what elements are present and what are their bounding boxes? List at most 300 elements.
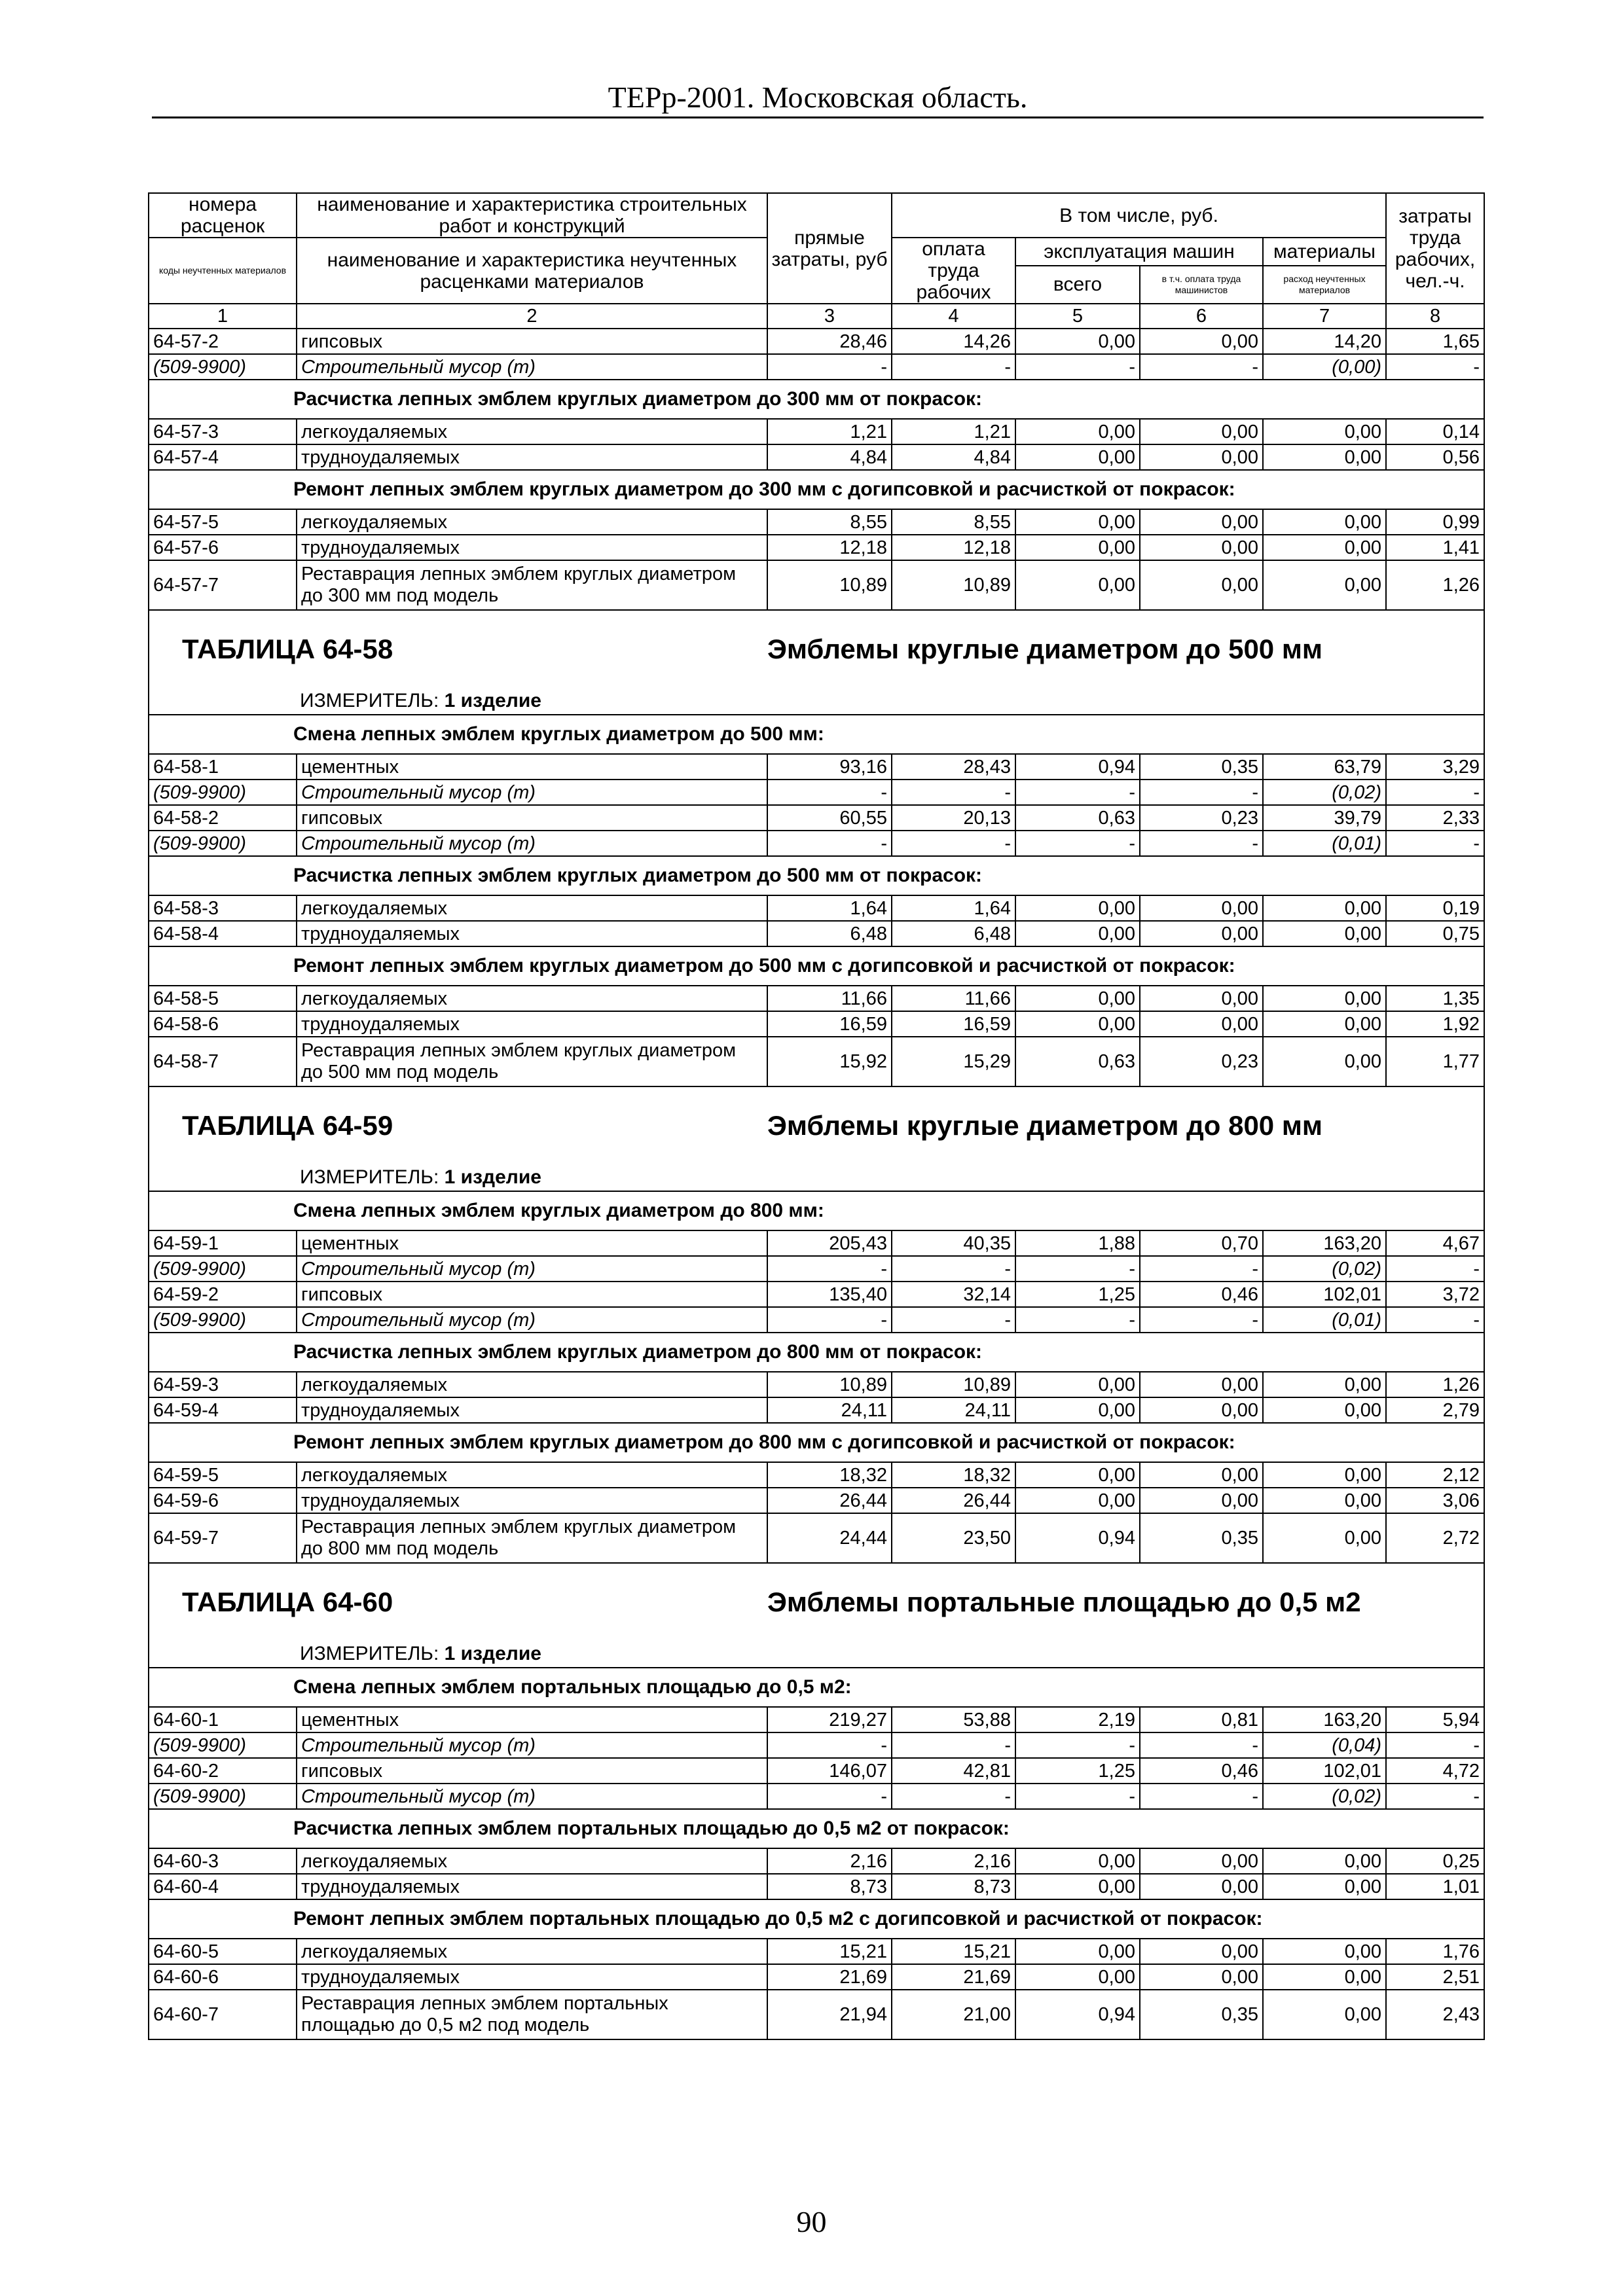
value-cell: 0,23 — [1140, 805, 1263, 831]
value-cell: 1,77 — [1386, 1037, 1484, 1086]
value-cell: 6,48 — [892, 921, 1015, 946]
rate-name: трудноудаляемых — [297, 535, 767, 560]
value-cell: - — [767, 1732, 892, 1758]
rate-code: (509-9900) — [149, 1732, 297, 1758]
rate-code: 64-57-6 — [149, 535, 297, 560]
value-cell: 10,89 — [767, 560, 892, 610]
value-cell: 102,01 — [1263, 1758, 1386, 1784]
value-cell: 21,69 — [767, 1964, 892, 1990]
value-cell: 40,35 — [892, 1230, 1015, 1256]
value-cell: 0,00 — [1140, 895, 1263, 921]
value-cell: 0,00 — [1015, 1874, 1140, 1899]
rate-code: 64-60-6 — [149, 1964, 297, 1990]
value-cell: (0,00) — [1263, 354, 1386, 380]
section-title: Расчистка лепных эмблем круглых диаметром до 300 мм от покрасок: — [149, 380, 1484, 419]
rate-code: 64-59-5 — [149, 1462, 297, 1488]
section-title: Ремонт лепных эмблем круглых диаметром до 300 мм с догипсовкой и расчисткой от покрасок: — [149, 470, 1484, 509]
table-title: Эмблемы круглые диаметром до 800 мм — [767, 1086, 1484, 1164]
value-cell: 0,19 — [1386, 895, 1484, 921]
section-row — [149, 715, 1484, 754]
value-cell: (0,02) — [1263, 1784, 1386, 1809]
rate-code: 64-60-3 — [149, 1848, 297, 1874]
table-row — [149, 419, 1484, 444]
value-cell: 14,20 — [1263, 329, 1386, 354]
value-cell: - — [892, 1256, 1015, 1282]
section-row — [149, 1809, 1484, 1848]
table-row — [149, 1964, 1484, 1990]
value-cell: 0,00 — [1263, 1848, 1386, 1874]
value-cell: - — [1140, 780, 1263, 805]
value-cell: 0,00 — [1140, 1488, 1263, 1513]
value-cell: - — [1140, 831, 1263, 856]
value-cell: - — [1386, 1784, 1484, 1809]
value-cell: - — [1015, 1732, 1140, 1758]
table-row — [149, 1513, 1484, 1563]
table-row — [149, 921, 1484, 946]
rate-code: 64-58-5 — [149, 986, 297, 1011]
value-cell: 4,84 — [892, 444, 1015, 470]
table-row — [149, 986, 1484, 1011]
value-cell: 8,55 — [767, 509, 892, 535]
col-num: 4 — [892, 304, 1015, 329]
value-cell: 0,00 — [1015, 509, 1140, 535]
section-row — [149, 380, 1484, 419]
rate-name: легкоудаляемых — [297, 419, 767, 444]
col-name-subheader: наименование и характеристика неучтенных расценками материалов — [297, 238, 767, 304]
value-cell: 0,00 — [1263, 1488, 1386, 1513]
value-cell: 1,25 — [1015, 1282, 1140, 1307]
value-cell: 0,14 — [1386, 419, 1484, 444]
rate-name: легкоудаляемых — [297, 1372, 767, 1397]
table-title: Эмблемы круглые диаметром до 500 мм — [767, 610, 1484, 688]
value-cell: - — [892, 354, 1015, 380]
col-code-subheader: коды неучтенных материалов — [149, 238, 297, 304]
col-machines-header: эксплуатация машин — [1015, 238, 1263, 266]
value-cell: 0,00 — [1263, 1964, 1386, 1990]
value-cell: 24,44 — [767, 1513, 892, 1563]
value-cell: - — [767, 1256, 892, 1282]
rate-name: трудноудаляемых — [297, 1488, 767, 1513]
table-row — [149, 444, 1484, 470]
value-cell: 1,25 — [1015, 1758, 1140, 1784]
value-cell: 0,00 — [1140, 1964, 1263, 1990]
table-row — [149, 1939, 1484, 1964]
value-cell: 21,00 — [892, 1990, 1015, 2039]
rate-name: легкоудаляемых — [297, 895, 767, 921]
value-cell: 0,63 — [1015, 1037, 1140, 1086]
value-cell: 28,46 — [767, 329, 892, 354]
value-cell: 26,44 — [892, 1488, 1015, 1513]
value-cell: 8,73 — [767, 1874, 892, 1899]
section-row — [149, 856, 1484, 895]
measure-value: 1 изделие — [444, 1166, 541, 1188]
value-cell: - — [892, 831, 1015, 856]
value-cell: 26,44 — [767, 1488, 892, 1513]
value-cell: 23,50 — [892, 1513, 1015, 1563]
value-cell: 0,00 — [1015, 1011, 1140, 1037]
value-cell: 1,26 — [1386, 1372, 1484, 1397]
header-row-1 — [149, 193, 1484, 238]
value-cell: 16,59 — [767, 1011, 892, 1037]
value-cell: 2,16 — [892, 1848, 1015, 1874]
value-cell: - — [1140, 1307, 1263, 1333]
value-cell: 24,11 — [767, 1397, 892, 1423]
measure-value: 1 изделие — [444, 1643, 541, 1664]
value-cell: 1,92 — [1386, 1011, 1484, 1037]
value-cell: 18,32 — [767, 1462, 892, 1488]
measure-line — [149, 1164, 1484, 1191]
rate-code: 64-58-4 — [149, 921, 297, 946]
value-cell: 0,00 — [1140, 329, 1263, 354]
section-row — [149, 1191, 1484, 1230]
measure-row — [149, 1164, 1484, 1191]
value-cell: 0,00 — [1263, 1990, 1386, 2039]
material-row — [149, 1784, 1484, 1809]
value-cell: 32,14 — [892, 1282, 1015, 1307]
value-cell: 0,00 — [1015, 921, 1140, 946]
value-cell: - — [1015, 780, 1140, 805]
value-cell: 2,43 — [1386, 1990, 1484, 2039]
measure-row — [149, 1641, 1484, 1668]
col-name-header: наименование и характеристика строительных работ и конструкций — [297, 193, 767, 238]
value-cell: 6,48 — [767, 921, 892, 946]
rate-name: трудноудаляемых — [297, 1874, 767, 1899]
value-cell: 14,26 — [892, 329, 1015, 354]
value-cell: - — [1386, 831, 1484, 856]
table-id: ТАБЛИЦА 64-60 — [149, 1563, 767, 1641]
measure-label: ИЗМЕРИТЕЛЬ: — [300, 1166, 439, 1188]
col-pay-header: оплата труда рабочих — [892, 238, 1015, 304]
value-cell: 0,35 — [1140, 1513, 1263, 1563]
col-num: 1 — [149, 304, 297, 329]
value-cell: 0,46 — [1140, 1282, 1263, 1307]
col-code-header: номера расценок — [149, 193, 297, 238]
measure-label: ИЗМЕРИТЕЛЬ: — [300, 690, 439, 711]
rate-code: 64-60-2 — [149, 1758, 297, 1784]
rate-name: Строительный мусор (т) — [297, 1732, 767, 1758]
value-cell: 0,00 — [1140, 1939, 1263, 1964]
rate-code: (509-9900) — [149, 354, 297, 380]
value-cell: 0,00 — [1015, 444, 1140, 470]
section-row — [149, 470, 1484, 509]
rate-code: 64-59-4 — [149, 1397, 297, 1423]
value-cell: 0,00 — [1140, 1874, 1263, 1899]
value-cell: 20,13 — [892, 805, 1015, 831]
value-cell: 63,79 — [1263, 754, 1386, 780]
value-cell: - — [767, 831, 892, 856]
value-cell: 219,27 — [767, 1707, 892, 1732]
value-cell: 0,00 — [1140, 1397, 1263, 1423]
col-incl-header: В том числе, руб. — [892, 193, 1386, 238]
value-cell: 5,94 — [1386, 1707, 1484, 1732]
material-row — [149, 780, 1484, 805]
value-cell: 15,21 — [892, 1939, 1015, 1964]
value-cell: 0,00 — [1140, 1011, 1263, 1037]
rate-name: легкоудаляемых — [297, 1848, 767, 1874]
value-cell: 16,59 — [892, 1011, 1015, 1037]
rate-name: Строительный мусор (т) — [297, 831, 767, 856]
rate-name: Строительный мусор (т) — [297, 1256, 767, 1282]
value-cell: - — [892, 780, 1015, 805]
value-cell: 1,35 — [1386, 986, 1484, 1011]
measure-label: ИЗМЕРИТЕЛЬ: — [300, 1643, 439, 1664]
rate-name: Реставрация лепных эмблем круглых диаметром до 500 мм под модель — [297, 1037, 767, 1086]
value-cell: 0,00 — [1140, 1848, 1263, 1874]
section-row — [149, 1333, 1484, 1372]
value-cell: 0,00 — [1015, 1488, 1140, 1513]
value-cell: 2,12 — [1386, 1462, 1484, 1488]
section-title: Смена лепных эмблем круглых диаметром до 800 мм: — [149, 1191, 1484, 1230]
value-cell: 0,00 — [1015, 419, 1140, 444]
rate-code: 64-60-4 — [149, 1874, 297, 1899]
value-cell: - — [1015, 1307, 1140, 1333]
value-cell: - — [767, 354, 892, 380]
value-cell: 10,89 — [767, 1372, 892, 1397]
value-cell: - — [892, 1784, 1015, 1809]
rate-name: трудноудаляемых — [297, 921, 767, 946]
value-cell: 0,00 — [1263, 444, 1386, 470]
value-cell: 0,56 — [1386, 444, 1484, 470]
value-cell: - — [1386, 1307, 1484, 1333]
value-cell: - — [1140, 354, 1263, 380]
value-cell: (0,01) — [1263, 831, 1386, 856]
rate-name: трудноудаляемых — [297, 1397, 767, 1423]
value-cell: (0,02) — [1263, 1256, 1386, 1282]
col-num: 6 — [1140, 304, 1263, 329]
value-cell: 205,43 — [767, 1230, 892, 1256]
value-cell: 10,89 — [892, 1372, 1015, 1397]
column-numbers-row — [149, 304, 1484, 329]
value-cell: 0,00 — [1140, 1462, 1263, 1488]
value-cell: 0,00 — [1140, 560, 1263, 610]
rate-code: 64-59-6 — [149, 1488, 297, 1513]
value-cell: 1,21 — [892, 419, 1015, 444]
value-cell: 93,16 — [767, 754, 892, 780]
value-cell: 24,11 — [892, 1397, 1015, 1423]
table-row — [149, 1462, 1484, 1488]
value-cell: 0,00 — [1263, 509, 1386, 535]
value-cell: 1,64 — [767, 895, 892, 921]
rate-code: 64-60-5 — [149, 1939, 297, 1964]
table-heading-row — [149, 1563, 1484, 1641]
rate-code: 64-58-3 — [149, 895, 297, 921]
value-cell: 4,67 — [1386, 1230, 1484, 1256]
material-row — [149, 354, 1484, 380]
value-cell: 0,00 — [1263, 560, 1386, 610]
value-cell: 0,00 — [1263, 1939, 1386, 1964]
table-heading-row — [149, 610, 1484, 688]
measure-line — [149, 1641, 1484, 1668]
rate-code: 64-58-6 — [149, 1011, 297, 1037]
value-cell: 0,00 — [1263, 419, 1386, 444]
value-cell: - — [767, 1784, 892, 1809]
value-cell: 0,00 — [1140, 1372, 1263, 1397]
section-row — [149, 946, 1484, 986]
value-cell: (0,04) — [1263, 1732, 1386, 1758]
section-row — [149, 1899, 1484, 1939]
value-cell: 11,66 — [767, 986, 892, 1011]
rate-code: 64-57-3 — [149, 419, 297, 444]
rate-code: 64-59-7 — [149, 1513, 297, 1563]
value-cell: 0,00 — [1015, 1462, 1140, 1488]
col-num: 3 — [767, 304, 892, 329]
value-cell: 0,23 — [1140, 1037, 1263, 1086]
value-cell: - — [1386, 1256, 1484, 1282]
value-cell: - — [1140, 1256, 1263, 1282]
col-mat-sub-header: расход неучтенных материалов — [1263, 266, 1386, 304]
value-cell: - — [1386, 780, 1484, 805]
value-cell: 0,00 — [1263, 1397, 1386, 1423]
section-title: Расчистка лепных эмблем круглых диаметром до 800 мм от покрасок: — [149, 1333, 1484, 1372]
value-cell: 15,29 — [892, 1037, 1015, 1086]
value-cell: 2,51 — [1386, 1964, 1484, 1990]
table-row — [149, 560, 1484, 610]
col-labor-header: затраты труда рабочих, чел.-ч. — [1386, 193, 1484, 304]
rate-name: легкоудаляемых — [297, 986, 767, 1011]
table-row — [149, 1011, 1484, 1037]
rate-code: 64-57-2 — [149, 329, 297, 354]
value-cell: 1,01 — [1386, 1874, 1484, 1899]
rate-name: гипсовых — [297, 1758, 767, 1784]
value-cell: - — [892, 1307, 1015, 1333]
value-cell: 0,46 — [1140, 1758, 1263, 1784]
rate-code: 64-59-3 — [149, 1372, 297, 1397]
value-cell: 0,00 — [1263, 1462, 1386, 1488]
section-title: Ремонт лепных эмблем портальных площадью до 0,5 м2 с догипсовкой и расчисткой от покрасок: — [149, 1899, 1484, 1939]
value-cell: 28,43 — [892, 754, 1015, 780]
section-title: Ремонт лепных эмблем круглых диаметром до 500 мм с догипсовкой и расчисткой от покрасок: — [149, 946, 1484, 986]
value-cell: 0,35 — [1140, 754, 1263, 780]
table-heading-row — [149, 1086, 1484, 1164]
rate-code: 64-60-1 — [149, 1707, 297, 1732]
value-cell: 4,84 — [767, 444, 892, 470]
value-cell: 0,00 — [1140, 419, 1263, 444]
rate-code: (509-9900) — [149, 831, 297, 856]
value-cell: 0,00 — [1015, 535, 1140, 560]
value-cell: 1,88 — [1015, 1230, 1140, 1256]
col-mach-pay-header: в т.ч. оплата труда машинистов — [1140, 266, 1263, 304]
col-direct-header: прямые затраты, руб — [767, 193, 892, 304]
col-num: 5 — [1015, 304, 1140, 329]
rate-name: гипсовых — [297, 1282, 767, 1307]
value-cell: 0,00 — [1263, 1011, 1386, 1037]
material-row — [149, 831, 1484, 856]
value-cell: 0,00 — [1263, 1372, 1386, 1397]
value-cell: 0,00 — [1263, 986, 1386, 1011]
value-cell: 3,72 — [1386, 1282, 1484, 1307]
value-cell: 3,29 — [1386, 754, 1484, 780]
table-row — [149, 509, 1484, 535]
table-row — [149, 1874, 1484, 1899]
col-materials-header: материалы — [1263, 238, 1386, 266]
value-cell: - — [767, 780, 892, 805]
material-row — [149, 1307, 1484, 1333]
table-row — [149, 535, 1484, 560]
value-cell: 0,94 — [1015, 1513, 1140, 1563]
value-cell: 2,33 — [1386, 805, 1484, 831]
value-cell: 1,41 — [1386, 535, 1484, 560]
value-cell: 1,26 — [1386, 560, 1484, 610]
value-cell: 0,00 — [1015, 329, 1140, 354]
value-cell: 0,00 — [1015, 986, 1140, 1011]
rate-code: 64-59-2 — [149, 1282, 297, 1307]
table-row — [149, 1397, 1484, 1423]
value-cell: 21,69 — [892, 1964, 1015, 1990]
value-cell: 163,20 — [1263, 1707, 1386, 1732]
value-cell: 0,99 — [1386, 509, 1484, 535]
rate-name: Реставрация лепных эмблем портальных площадью до 0,5 м2 под модель — [297, 1990, 767, 2039]
value-cell: 0,00 — [1263, 921, 1386, 946]
table-id: ТАБЛИЦА 64-59 — [149, 1086, 767, 1164]
rate-code: 64-60-7 — [149, 1990, 297, 2039]
value-cell: - — [892, 1732, 1015, 1758]
value-cell: 1,65 — [1386, 329, 1484, 354]
value-cell: 53,88 — [892, 1707, 1015, 1732]
value-cell: - — [767, 1307, 892, 1333]
table-row — [149, 754, 1484, 780]
rate-code: (509-9900) — [149, 780, 297, 805]
col-num: 8 — [1386, 304, 1484, 329]
rate-code: 64-58-7 — [149, 1037, 297, 1086]
value-cell: 0,70 — [1140, 1230, 1263, 1256]
table-row — [149, 1230, 1484, 1256]
section-title: Расчистка лепных эмблем круглых диаметром до 500 мм от покрасок: — [149, 856, 1484, 895]
value-cell: 0,81 — [1140, 1707, 1263, 1732]
value-cell: 0,75 — [1386, 921, 1484, 946]
value-cell: 0,00 — [1015, 895, 1140, 921]
value-cell: - — [1015, 354, 1140, 380]
value-cell: 0,00 — [1015, 560, 1140, 610]
value-cell: 15,21 — [767, 1939, 892, 1964]
page-header: ТЕРр-2001. Московская область. — [152, 79, 1484, 118]
value-cell: 0,00 — [1140, 444, 1263, 470]
section-row — [149, 1423, 1484, 1462]
value-cell: 4,72 — [1386, 1758, 1484, 1784]
table-row — [149, 805, 1484, 831]
table-row — [149, 1282, 1484, 1307]
value-cell: 8,55 — [892, 509, 1015, 535]
value-cell: (0,01) — [1263, 1307, 1386, 1333]
value-cell: 18,32 — [892, 1462, 1015, 1488]
value-cell: 0,25 — [1386, 1848, 1484, 1874]
value-cell: 60,55 — [767, 805, 892, 831]
value-cell: 21,94 — [767, 1990, 892, 2039]
rate-code: (509-9900) — [149, 1256, 297, 1282]
rate-code: (509-9900) — [149, 1307, 297, 1333]
rate-code: 64-57-4 — [149, 444, 297, 470]
value-cell: 146,07 — [767, 1758, 892, 1784]
value-cell: 0,00 — [1263, 535, 1386, 560]
value-cell: - — [1386, 1732, 1484, 1758]
value-cell: 2,16 — [767, 1848, 892, 1874]
rate-name: легкоудаляемых — [297, 1939, 767, 1964]
value-cell: 2,19 — [1015, 1707, 1140, 1732]
table-row — [149, 1758, 1484, 1784]
value-cell: 0,00 — [1263, 1037, 1386, 1086]
value-cell: 102,01 — [1263, 1282, 1386, 1307]
rate-name: гипсовых — [297, 329, 767, 354]
value-cell: 0,94 — [1015, 754, 1140, 780]
value-cell: 39,79 — [1263, 805, 1386, 831]
section-title: Смена лепных эмблем портальных площадью до 0,5 м2: — [149, 1668, 1484, 1707]
value-cell: 0,00 — [1015, 1939, 1140, 1964]
value-cell: 15,92 — [767, 1037, 892, 1086]
rate-name: трудноудаляемых — [297, 1964, 767, 1990]
rate-name: Реставрация лепных эмблем круглых диаметром до 800 мм под модель — [297, 1513, 767, 1563]
value-cell: (0,02) — [1263, 780, 1386, 805]
value-cell: 0,35 — [1140, 1990, 1263, 2039]
rate-name: цементных — [297, 754, 767, 780]
